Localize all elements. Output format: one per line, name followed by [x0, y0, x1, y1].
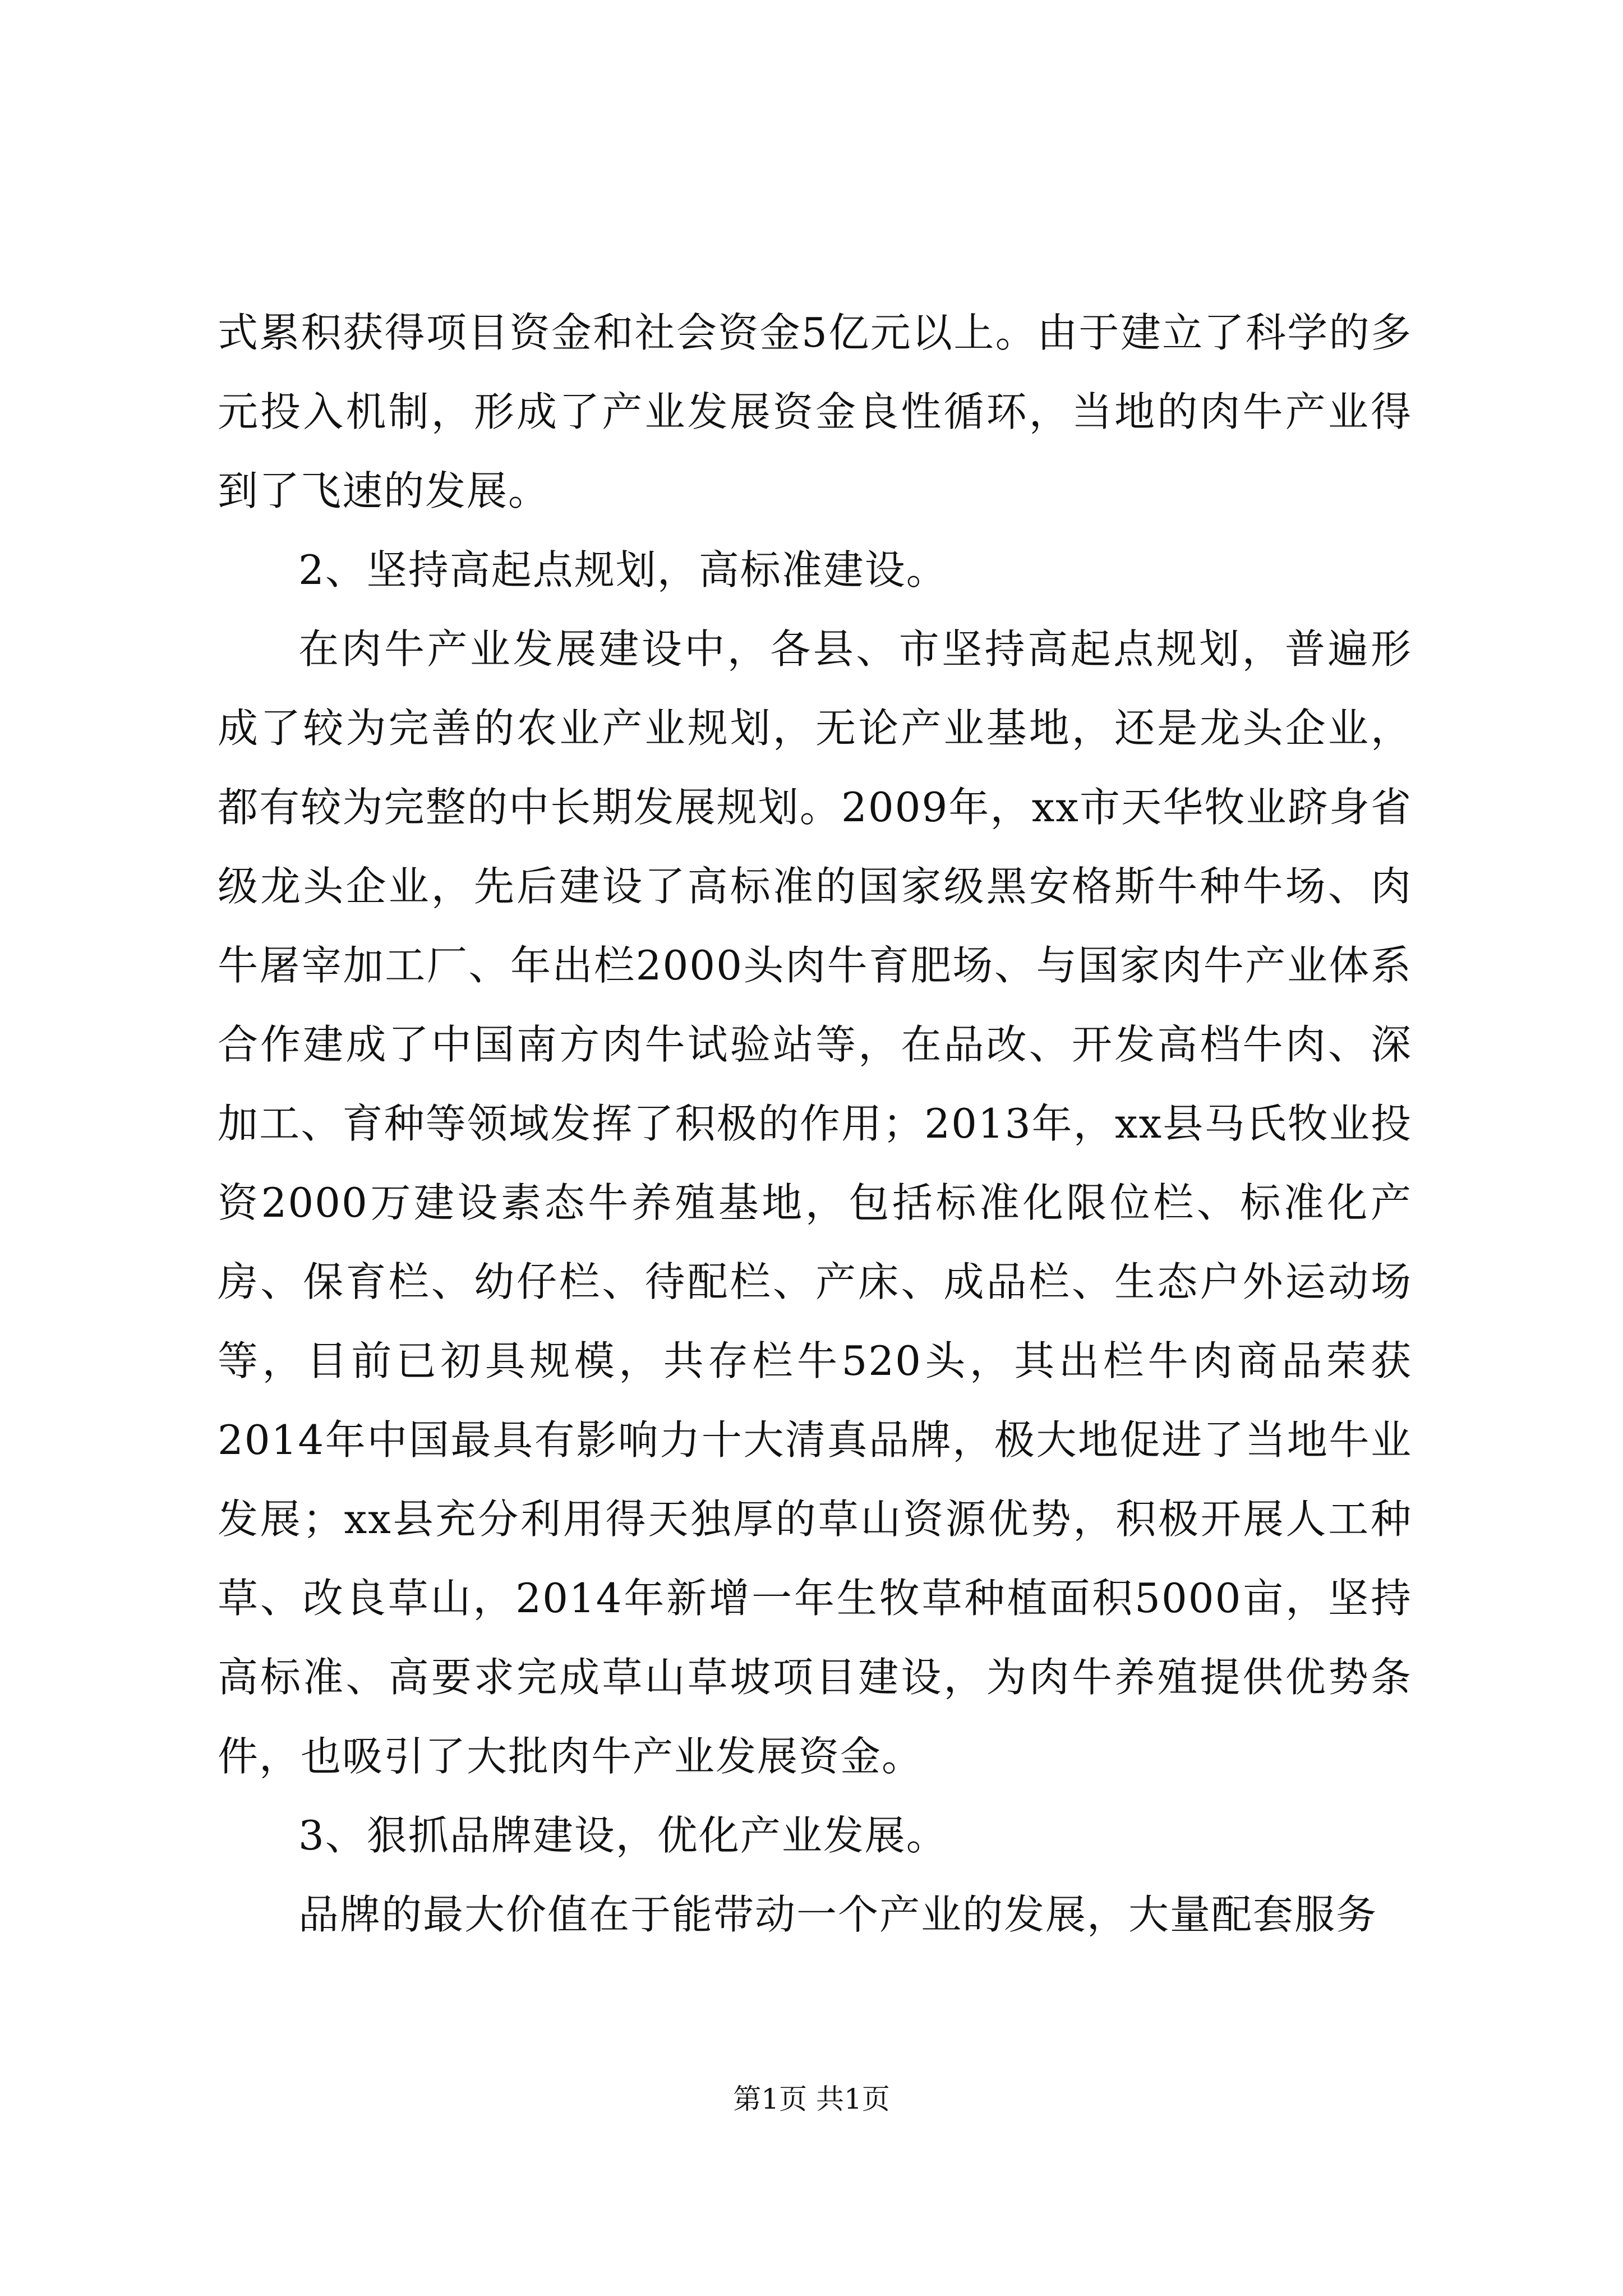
page-footer: [0, 2082, 1623, 2116]
paragraph-5: 品牌的最大价值在于能带动一个产业的发展，大量配套服务: [298, 1891, 1378, 1938]
paragraph-1: 式累积获得项目资金和社会资金5亿元以上。由于建立了科学的多元投入机制，形成了产业发展资金良性循环，当地的肉牛产业得到了飞速的发展。: [218, 309, 1412, 514]
document-body: [218, 293, 1412, 1954]
paragraph-2-heading: 2、坚持高起点规划，高标准建设。: [298, 546, 948, 593]
paragraph-4-heading: 3、狠抓品牌建设，优化产业发展。: [298, 1812, 948, 1859]
paragraph-3: 在肉牛产业发展建设中，各县、市坚持高起点规划，普遍形成了较为完善的农业产业规划，无论产业基地，还是龙头企业，都有较为完整的中长期发展规划。2009年，xx市天华牧业跻身省级龙头企业，先后建设了高标准的国家级黑安格斯牛种牛场、肉牛屠宰加工厂、年出栏2000头肉牛育肥场、与国家肉牛产业体系合作建成了中国南方肉牛试验站等，在品改、开发高档牛肉、深加工、育种等领域发挥了积极的作用；2013年，xx县马氏牧业投资2000万建设素态牛养殖基地，包括标准化限位栏、标准化产房、保育栏、幼仔栏、待配栏、产床、成品栏、生态户外运动场等，目前已初具规模，共存栏牛520头，其出栏牛肉商品荣获2014年中国最具有影响力十大清真品牌，极大地促进了当地牛业发展；xx县充分利用得天独厚的草山资源优势，积极开展人工种草、改良草山，2014年新增一年生牧草种植面积5000亩，坚持高标准、高要求完成草山草坡项目建设，为肉牛养殖提供优势条件，也吸引了大批肉牛产业发展资金。: [218, 625, 1412, 1780]
page-number-label: 第1页 共1页: [733, 2083, 890, 2115]
